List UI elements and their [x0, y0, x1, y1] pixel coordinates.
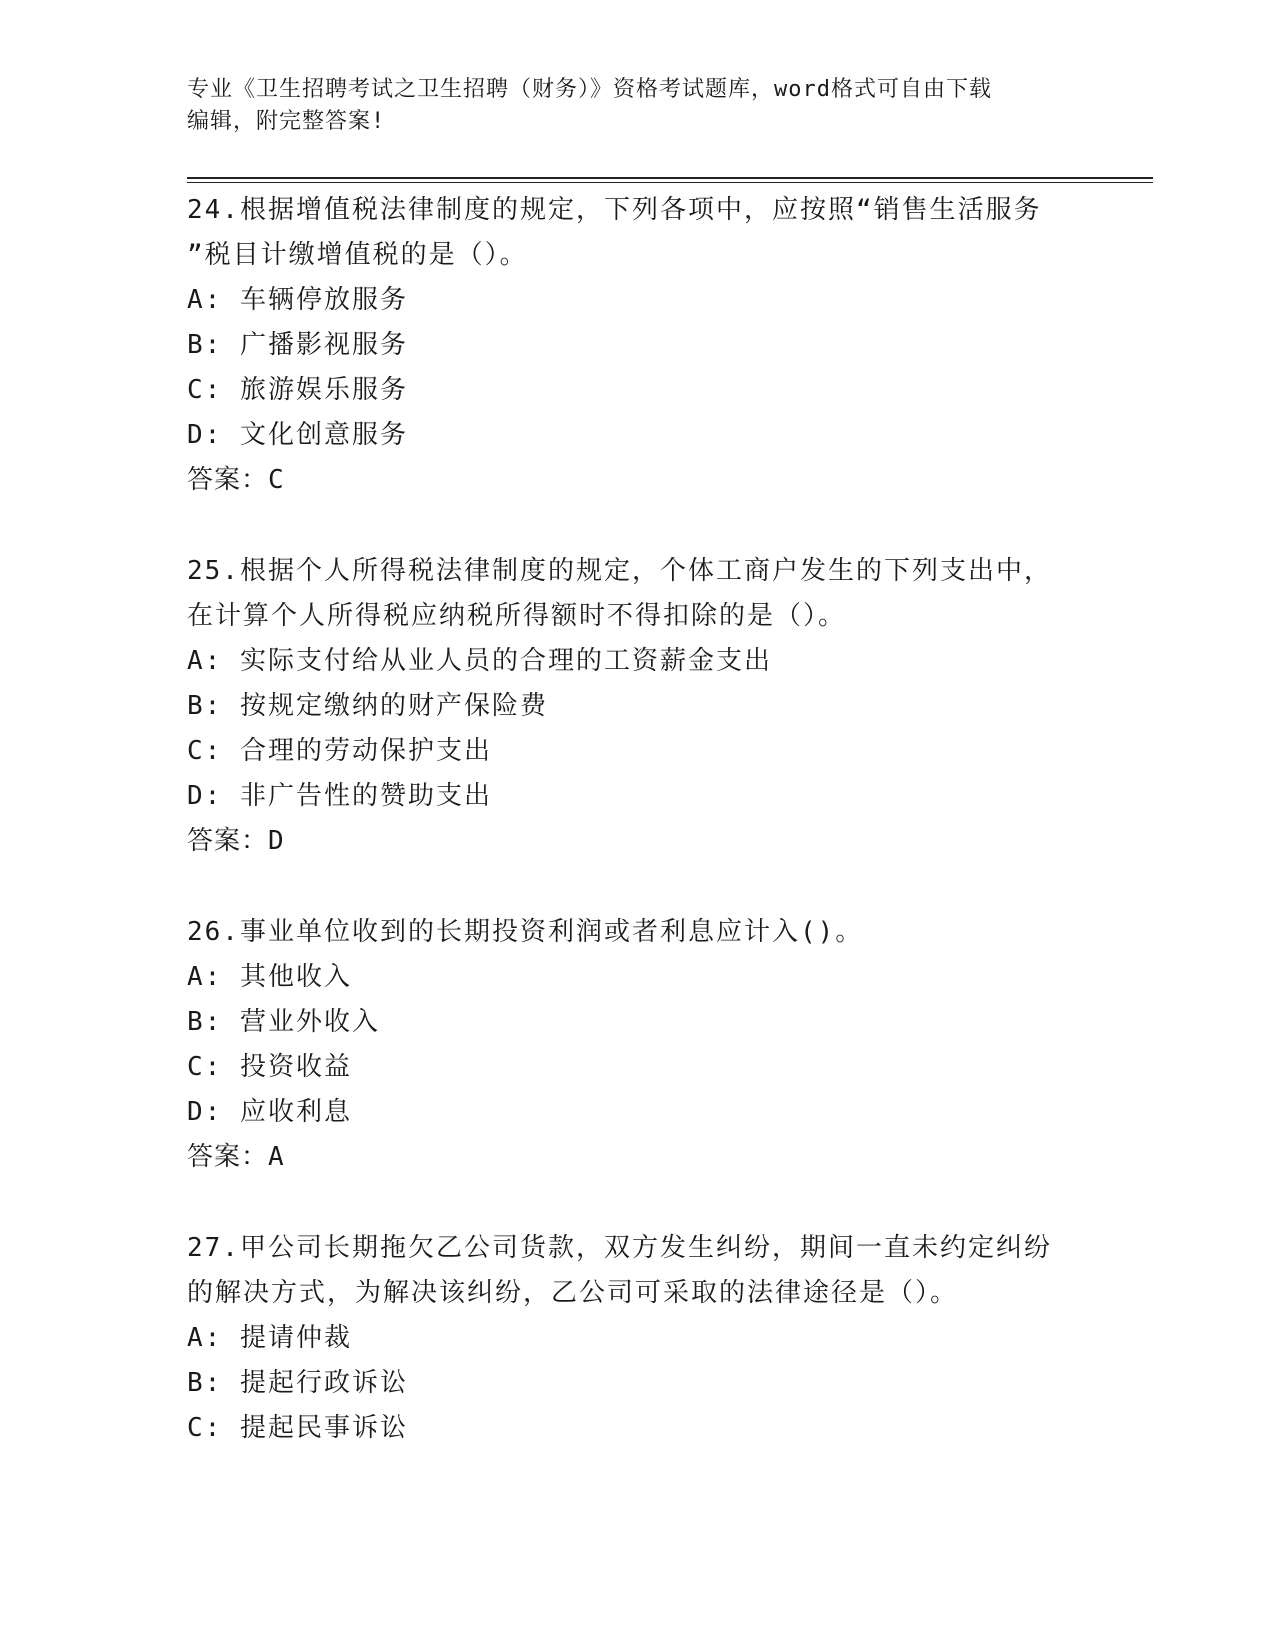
question-27 [187, 1226, 1087, 1451]
question-24 [187, 188, 1087, 503]
option-b: B: 按规定缴纳的财产保险费 [187, 691, 548, 721]
header-line-1: 专业《卫生招聘考试之卫生招聘（财务）》资格考试题库，word格式可自由下载 [187, 77, 992, 102]
question-stem-line: 24.根据增值税法律制度的规定，下列各项中，应按照“销售生活服务 [187, 195, 1042, 225]
option-d: D: 文化创意服务 [187, 420, 408, 450]
answer-label: 答案：A [187, 1142, 285, 1172]
question-26 [187, 910, 1087, 1180]
question-stem-line: 25.根据个人所得税法律制度的规定，个体工商户发生的下列支出中， [187, 556, 1052, 586]
question-25 [187, 549, 1087, 864]
question-stem-line: 的解决方式，为解决该纠纷，乙公司可采取的法律途径是（）。 [187, 1278, 959, 1308]
header-line-2: 编辑，附完整答案! [187, 109, 386, 134]
answer-label: 答案：D [187, 826, 285, 856]
option-a: A: 实际支付给从业人员的合理的工资薪金支出 [187, 646, 772, 676]
question-stem-line: 27.甲公司长期拖欠乙公司货款，双方发生纠纷，期间一直未约定纠纷 [187, 1233, 1052, 1263]
question-stem-line: ”税目计缴增值税的是（）。 [187, 240, 528, 270]
option-d: D: 非广告性的赞助支出 [187, 781, 492, 811]
header-divider-thick [187, 177, 1153, 179]
option-a: A: 车辆停放服务 [187, 285, 408, 315]
header-divider-thin [187, 182, 1153, 183]
option-c: C: 合理的劳动保护支出 [187, 736, 492, 766]
document-header [187, 74, 1067, 138]
option-d: D: 应收利息 [187, 1097, 352, 1127]
question-list [187, 188, 1087, 1497]
option-b: B: 营业外收入 [187, 1007, 380, 1037]
option-a: A: 提请仲裁 [187, 1323, 352, 1353]
question-stem-line: 在计算个人所得税应纳税所得额时不得扣除的是（）。 [187, 601, 847, 631]
option-c: C: 提起民事诉讼 [187, 1413, 408, 1443]
option-c: C: 投资收益 [187, 1052, 352, 1082]
option-c: C: 旅游娱乐服务 [187, 375, 408, 405]
answer-label: 答案：C [187, 465, 285, 495]
question-stem-line: 26.事业单位收到的长期投资利润或者利息应计入()。 [187, 917, 864, 947]
option-b: B: 提起行政诉讼 [187, 1368, 408, 1398]
option-b: B: 广播影视服务 [187, 330, 408, 360]
option-a: A: 其他收入 [187, 962, 352, 992]
